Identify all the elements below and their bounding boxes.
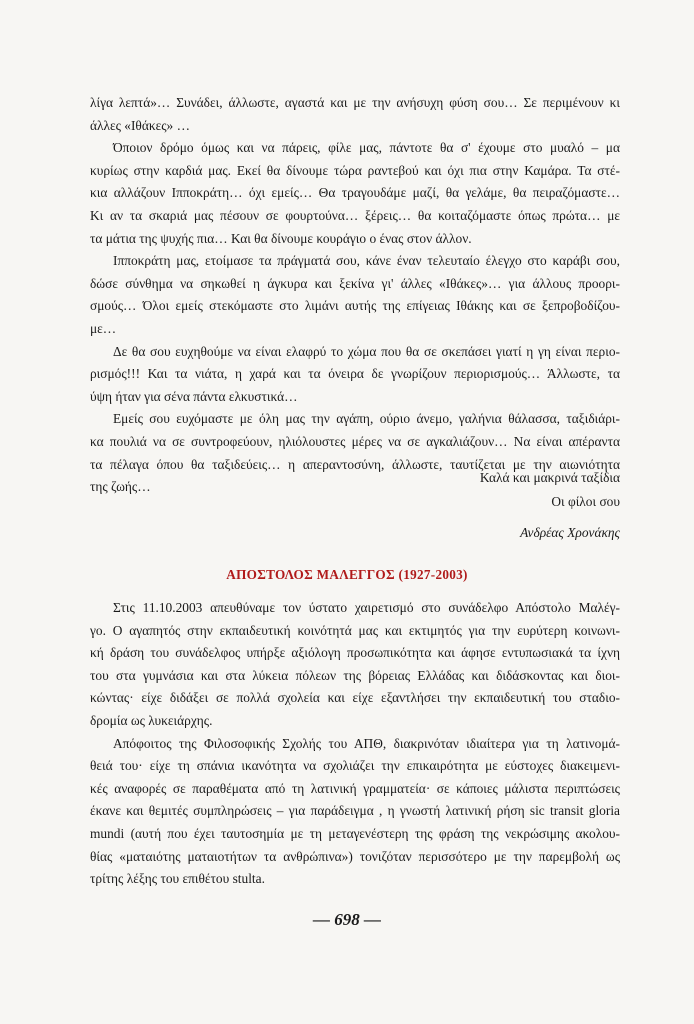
text-line: Ιπποκράτη μας, ετοίμασε τα πράγματά σου, κάνε έναν τελευταίο έλεγχο στο καράβι σου, xyxy=(113,253,620,269)
text-line: της ζωής… xyxy=(90,479,151,495)
text-line: Στις 11.10.2003 απευθύναμε τον ύστατο χαιρετισμό στο συνάδελφο Απόστολο Μαλέγ- xyxy=(113,600,620,615)
text-line: τα μάτια της ψυχής πια… Και θα δίνουμε κουράγιο ο ένας στον άλλον. xyxy=(90,230,472,246)
text-line: τα πέλαγα όπου θα ταξιδεύεις… η απεραντοσύνη, άλλωστε, ταυτίζεται με την αιωνιότητα xyxy=(90,456,620,472)
text-line: Όποιον δρόμο όμως και να πάρεις, φίλε μας, πάντοτε θα σ' έχουμε στο μυαλό – μα xyxy=(113,140,620,156)
text-line: κια αλλάζουν Ιπποκράτη… όχι εμείς… Θα τραγουδάμε μαζί, θα γελάμε, θα πειραζόμαστε… xyxy=(90,185,620,201)
text-line: γο. Ο αγαπητός στην εκπαιδευτική κοινότητά μας και εκτιμητός για την ευρύτερη κοινωνι- xyxy=(90,622,620,638)
closing-line-1: Καλά και μακρινά ταξίδια xyxy=(479,470,620,485)
page-number: — 698 — xyxy=(313,910,381,929)
text-line: Κι αν τα σκαριά μας πέσουν σε φουρτούνα… ξέρεις… θα κοιταζόμαστε όπως πρώτα… με xyxy=(90,207,620,223)
obituary-text xyxy=(90,597,620,891)
text-line: κές αναφορές σε παραθέματα από τη λατινική γραμματεία· σε κάποιες μάλιστα περιπτώσεις xyxy=(90,780,620,796)
signature: Ανδρέας Χρονάκης xyxy=(520,525,620,540)
text-line: mundi (αυτή που έχει ταυτοσημία με τη μεταγενέστερη της φράση της νεκρώσιμης ακολου- xyxy=(90,825,620,841)
text-line: τρίτης λέξης του επιθέτου stulta. xyxy=(90,871,265,887)
text-line: κυρίως στην καρδιά μας. Εκεί θα δίνουμε τώρα ραντεβού και όχι πια στην Καμάρα. Τα στέ- xyxy=(90,162,620,178)
text-line: δρομία ως λυκειάρχης. xyxy=(90,712,213,728)
text-line: άλλες «Ιθάκες» … xyxy=(90,117,190,133)
closing-line-2: Οι φίλοι σου xyxy=(551,494,620,509)
text-line: κή δράση του συνάδελφος υπήρξε αξιόλογη προσωπικότητα και άφησε εντυπωσιακά τα ίχνη xyxy=(90,645,620,661)
text-line: Εμείς σου ευχόμαστε με όλη μας την αγάπη, ούριο άνεμο, γαλήνια θάλασσα, ταξιδιάρι- xyxy=(113,411,620,427)
text-line: δώσε σύνθημα να σηκωθεί η άγκυρα και ξεκίνα γι' άλλες «Ιθάκες»… για άλλους προορι- xyxy=(90,275,620,291)
text-line: του στα γυμνάσια και στα λύκεια πόλεων της βόρειας Ελλάδας και διδάσκοντας και διοι- xyxy=(90,667,620,683)
text-line: σμούς… Όλοι εμείς στεκόμαστε στο λιμάνι αυτής της επίγειας Ιθάκης και σε ξεπροβοδίζου- xyxy=(90,298,620,314)
text-line: ρισμός!!! Και τα νιάτα, η χαρά και τα όνειρα δε γνωρίζουν περιορισμούς… Άλλωστε, τα xyxy=(90,366,620,382)
text-line: ύψη ήταν για σένα πάντα ελκυστικά… xyxy=(90,388,298,404)
section-title: ΑΠΟΣΤΟΛΟΣ ΜΑΛΕΓΓΟΣ (1927-2003) xyxy=(226,567,468,582)
text-line: έκανε και θεμιτές συμπληρώσεις – για παράδειγμα , η γνωστή λατινική ρήση sic transit gloria xyxy=(90,803,620,819)
text-line: θειά του· είχε τη σπάνια ικανότητα να σχολιάζει την επικαιρότητα με εύστοχες διακειμενι- xyxy=(90,758,620,774)
text-line: κα πουλιά να σε συντροφεύουν, ηλιόλουστες μέρες να σε αγκαλιάζουν… Να είναι απέραντα xyxy=(90,433,620,449)
farewell-text xyxy=(90,92,620,499)
text-line: με… xyxy=(90,320,117,336)
text-line: Δε θα σου ευχηθούμε να είναι ελαφρύ το χώμα που θα σε σκεπάσει γιατί η γη είναι περιο- xyxy=(113,343,620,359)
text-line: κώντας· είχε διδάξει σε πολλά σχολεία και είχε εξαντλήσει την εκπαιδευτική του σταδιο- xyxy=(90,690,620,706)
text-line: Απόφοιτος της Φιλοσοφικής Σχολής του ΑΠΘ, διακρινόταν ιδιαίτερα για τη λατινομά- xyxy=(113,735,620,751)
text-line: λίγα λεπτά»… Συνάδει, άλλωστε, αγαστά και με την ανήσυχη φύση σου… Σε περιμένουν κι xyxy=(90,95,620,110)
text-line: θίας «ματαιότης ματαιοτήτων τα ανθρώπινα») τονιζόταν περισσότερο με την παρεμβολή ως xyxy=(90,848,620,864)
